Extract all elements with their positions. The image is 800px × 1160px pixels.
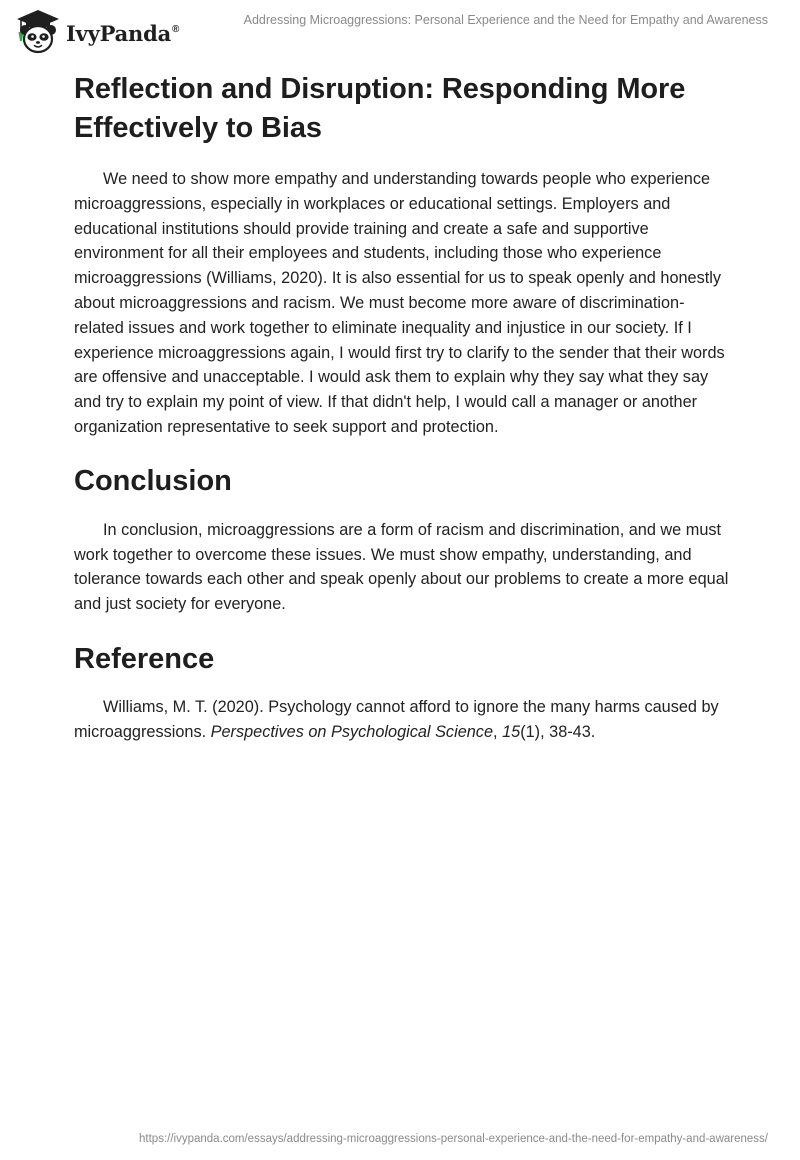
- registered-mark: ®: [172, 23, 180, 35]
- paragraph-conclusion: In conclusion, microaggressions are a form of racism and discrimination, and we must work together to overcome these issues. We must show empathy, understanding, and tolerance towards each other and speak openly about our problems to create a more equal and just society for everyone.: [74, 520, 729, 614]
- heading-reference: Reference: [74, 642, 215, 675]
- ivypanda-logo[interactable]: [14, 8, 179, 56]
- reference-comma: ,: [493, 722, 503, 741]
- logo-wordmark: IvyPanda®: [66, 20, 180, 46]
- footer-url[interactable]: https://ivypanda.com/essays/addressing-microaggressions-personal-experience-and-the-need-for-empathy-and-awareness/: [139, 1133, 768, 1145]
- panda-graduate-icon: [14, 8, 62, 56]
- reference-entry: [74, 695, 734, 745]
- paragraph-reflection: We need to show more empathy and understanding towards people who experience microaggressions, especially in workplaces or educational settings. Employers and educational institutions should provide training and create a safe and supportive environment for all their employees and students, including those who experience microaggressions (Williams, 2020). It is also essential for us to speak openly and honestly about microaggressions and racism. We must become more aware of discrimination-related issues and work together to eliminate inequality and injustice in our society. If I experience microaggressions again, I would first try to clarify to the sender that their words are offensive and unacceptable. I would ask them to explain why they say what they say and try to explain my point of view. If that didn't help, I would call a manager or another organization representative to seek support and protection.: [74, 170, 725, 436]
- heading-conclusion: Conclusion: [74, 464, 232, 497]
- reference-author-title: Williams, M. T. (2020). Psychology cannot afford to ignore the many harms caused by microaggressions.: [74, 697, 719, 741]
- heading-reflection: Reflection and Disruption: Responding More Effectively to Bias: [74, 73, 686, 144]
- page-header: [0, 0, 800, 60]
- reference-issue-pages: (1), 38-43.: [520, 722, 596, 741]
- reference-journal: Perspectives on Psychological Science: [210, 722, 493, 741]
- essay-content: [74, 70, 734, 745]
- running-title: Addressing Microaggressions: Personal Experience and the Need for Empathy and Awareness: [243, 13, 768, 27]
- reference-volume: 15: [502, 722, 521, 741]
